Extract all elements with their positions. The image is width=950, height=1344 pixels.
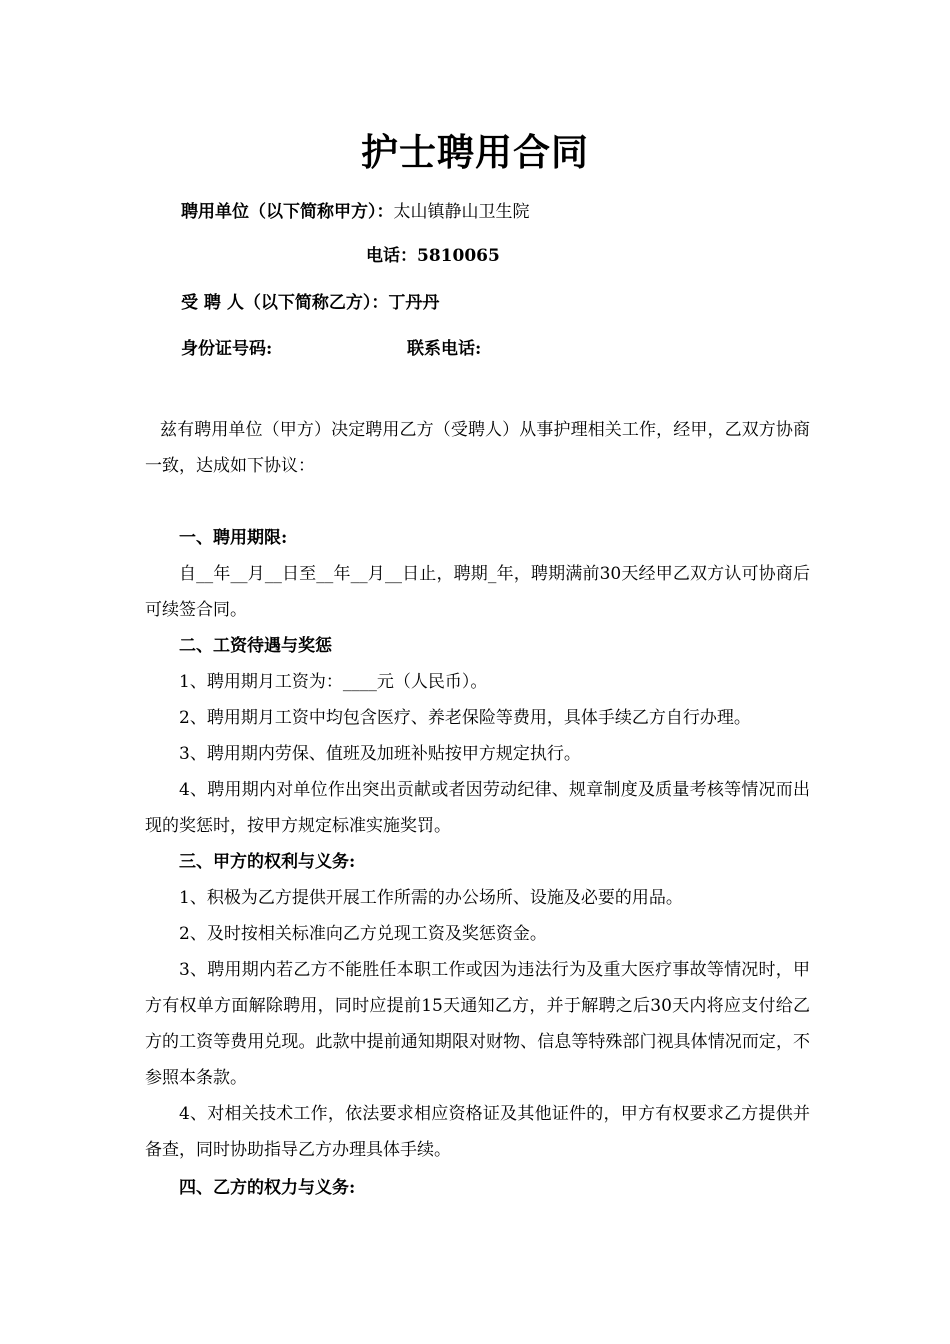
section-3-item-2: 2、及时按相关标准向乙方兑现工资及奖惩资金。 [179, 924, 547, 944]
section-3-heading: 三、甲方的权利与义务: [179, 852, 356, 872]
employer-line [181, 201, 530, 223]
section-1-text: 自__年__月__日至__年__月__日止，聘期_年，聘期满前30天经甲乙双方认可协商后可续签合同。 [145, 564, 810, 620]
section-3-item-1: 1、积极为乙方提供开展工作所需的办公场所、设施及必要的用品。 [179, 888, 683, 908]
section-2-item-2: 2、聘用期月工资中均包含医疗、养老保险等费用，具体手续乙方自行办理。 [179, 708, 751, 728]
section-2-item-3: 3、聘用期内劳保、值班及加班补贴按甲方规定执行。 [179, 744, 581, 764]
intro-paragraph: 兹有聘用单位（甲方）决定聘用乙方（受聘人）从事护理相关工作，经甲，乙双方协商一致，达成如下协议： [145, 420, 810, 476]
contact-phone-label: 联系电话: [407, 339, 482, 359]
document-title: 护士聘用合同 [361, 130, 589, 174]
section-2-item-4: 4、聘用期内对单位作出突出贡献或者因劳动纪律、规章制度及质量考核等情况而出现的奖惩时，按甲方规定标准实施奖罚。 [145, 780, 810, 836]
id-number-label: 身份证号码: [181, 339, 273, 359]
employer-name: 太山镇静山卫生院 [393, 202, 530, 222]
section-3-item-4: 4、对相关技术工作，依法要求相应资格证及其他证件的，甲方有权要求乙方提供并备查，同时协助指导乙方办理具体手续。 [145, 1104, 810, 1160]
employer-label: 聘用单位（以下简称甲方）： [181, 202, 394, 222]
section-4-heading: 四、乙方的权力与义务: [179, 1178, 356, 1198]
phone-line: 电话：5810065 [366, 246, 500, 266]
section-2-item-1: 1、聘用期月工资为：____元（人民币）。 [179, 672, 488, 692]
employee-line: 受 聘 人（以下简称乙方）：丁丹丹 [181, 293, 440, 313]
section-1-heading: 一、聘用期限: [179, 528, 288, 548]
section-2-heading: 二、工资待遇与奖惩 [179, 636, 332, 656]
section-3-item-3: 3、聘用期内若乙方不能胜任本职工作或因为违法行为及重大医疗事故等情况时，甲方有权单方面解除聘用，同时应提前15天通知乙方，并于解聘之后30天内将应支付给乙方的工资等费用兑现。此款中提前通知期限对财物、信息等特殊部门视具体情况而定，不参照本条款。 [145, 960, 810, 1088]
